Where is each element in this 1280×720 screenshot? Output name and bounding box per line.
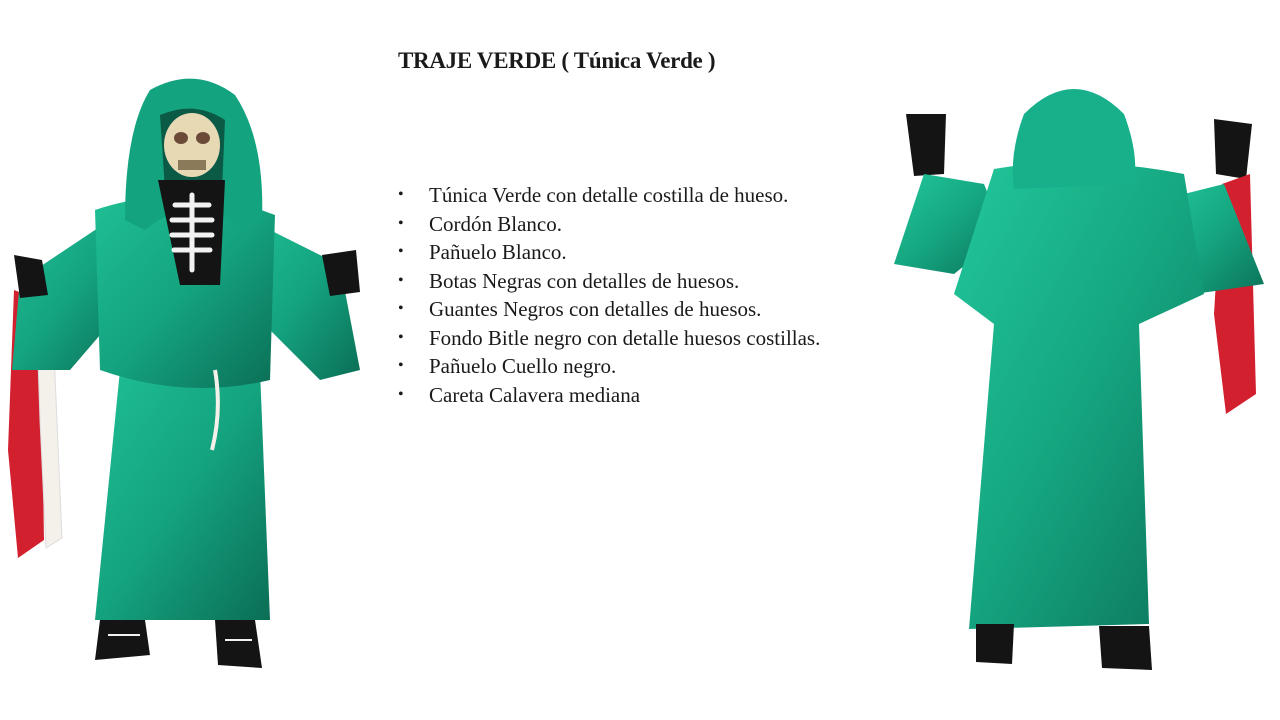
list-item-text: Pañuelo Cuello negro. xyxy=(429,354,617,378)
list-item-text: Careta Calavera mediana xyxy=(429,382,641,407)
bullet-icon: • xyxy=(398,186,404,203)
list-item xyxy=(398,267,820,296)
list-item xyxy=(398,295,820,324)
bullet-icon: • xyxy=(398,385,404,403)
list-item xyxy=(398,352,820,381)
grim-reaper-costume-front-icon xyxy=(0,70,372,676)
bullet-icon: • xyxy=(398,271,404,289)
list-item xyxy=(398,210,820,239)
list-item-text: Pañuelo Blanco. xyxy=(429,240,567,264)
list-item xyxy=(398,238,820,267)
back-costume-image xyxy=(884,74,1274,676)
slide-title: TRAJE VERDE ( Túnica Verde ) xyxy=(398,48,716,73)
list-item-text: Cordón Blanco. xyxy=(429,211,562,236)
costume-items-list xyxy=(398,181,820,409)
front-costume-image xyxy=(0,70,372,676)
list-item-text: Fondo Bitle negro con detalle huesos costillas. xyxy=(429,325,821,350)
list-item-text: Guantes Negros con detalles de huesos. xyxy=(429,297,762,321)
grim-reaper-costume-back-icon xyxy=(884,74,1274,676)
list-item-text: Túnica Verde con detalle costilla de hueso. xyxy=(429,183,789,207)
bullet-icon: • xyxy=(398,214,404,232)
bullet-icon: • xyxy=(398,243,404,260)
list-item-text: Botas Negras con detalles de huesos. xyxy=(429,268,740,293)
bullet-icon: • xyxy=(398,300,404,317)
list-item xyxy=(398,381,820,410)
bullet-icon: • xyxy=(398,328,404,346)
bullet-icon: • xyxy=(398,357,404,374)
list-item xyxy=(398,181,820,210)
list-item xyxy=(398,324,820,353)
